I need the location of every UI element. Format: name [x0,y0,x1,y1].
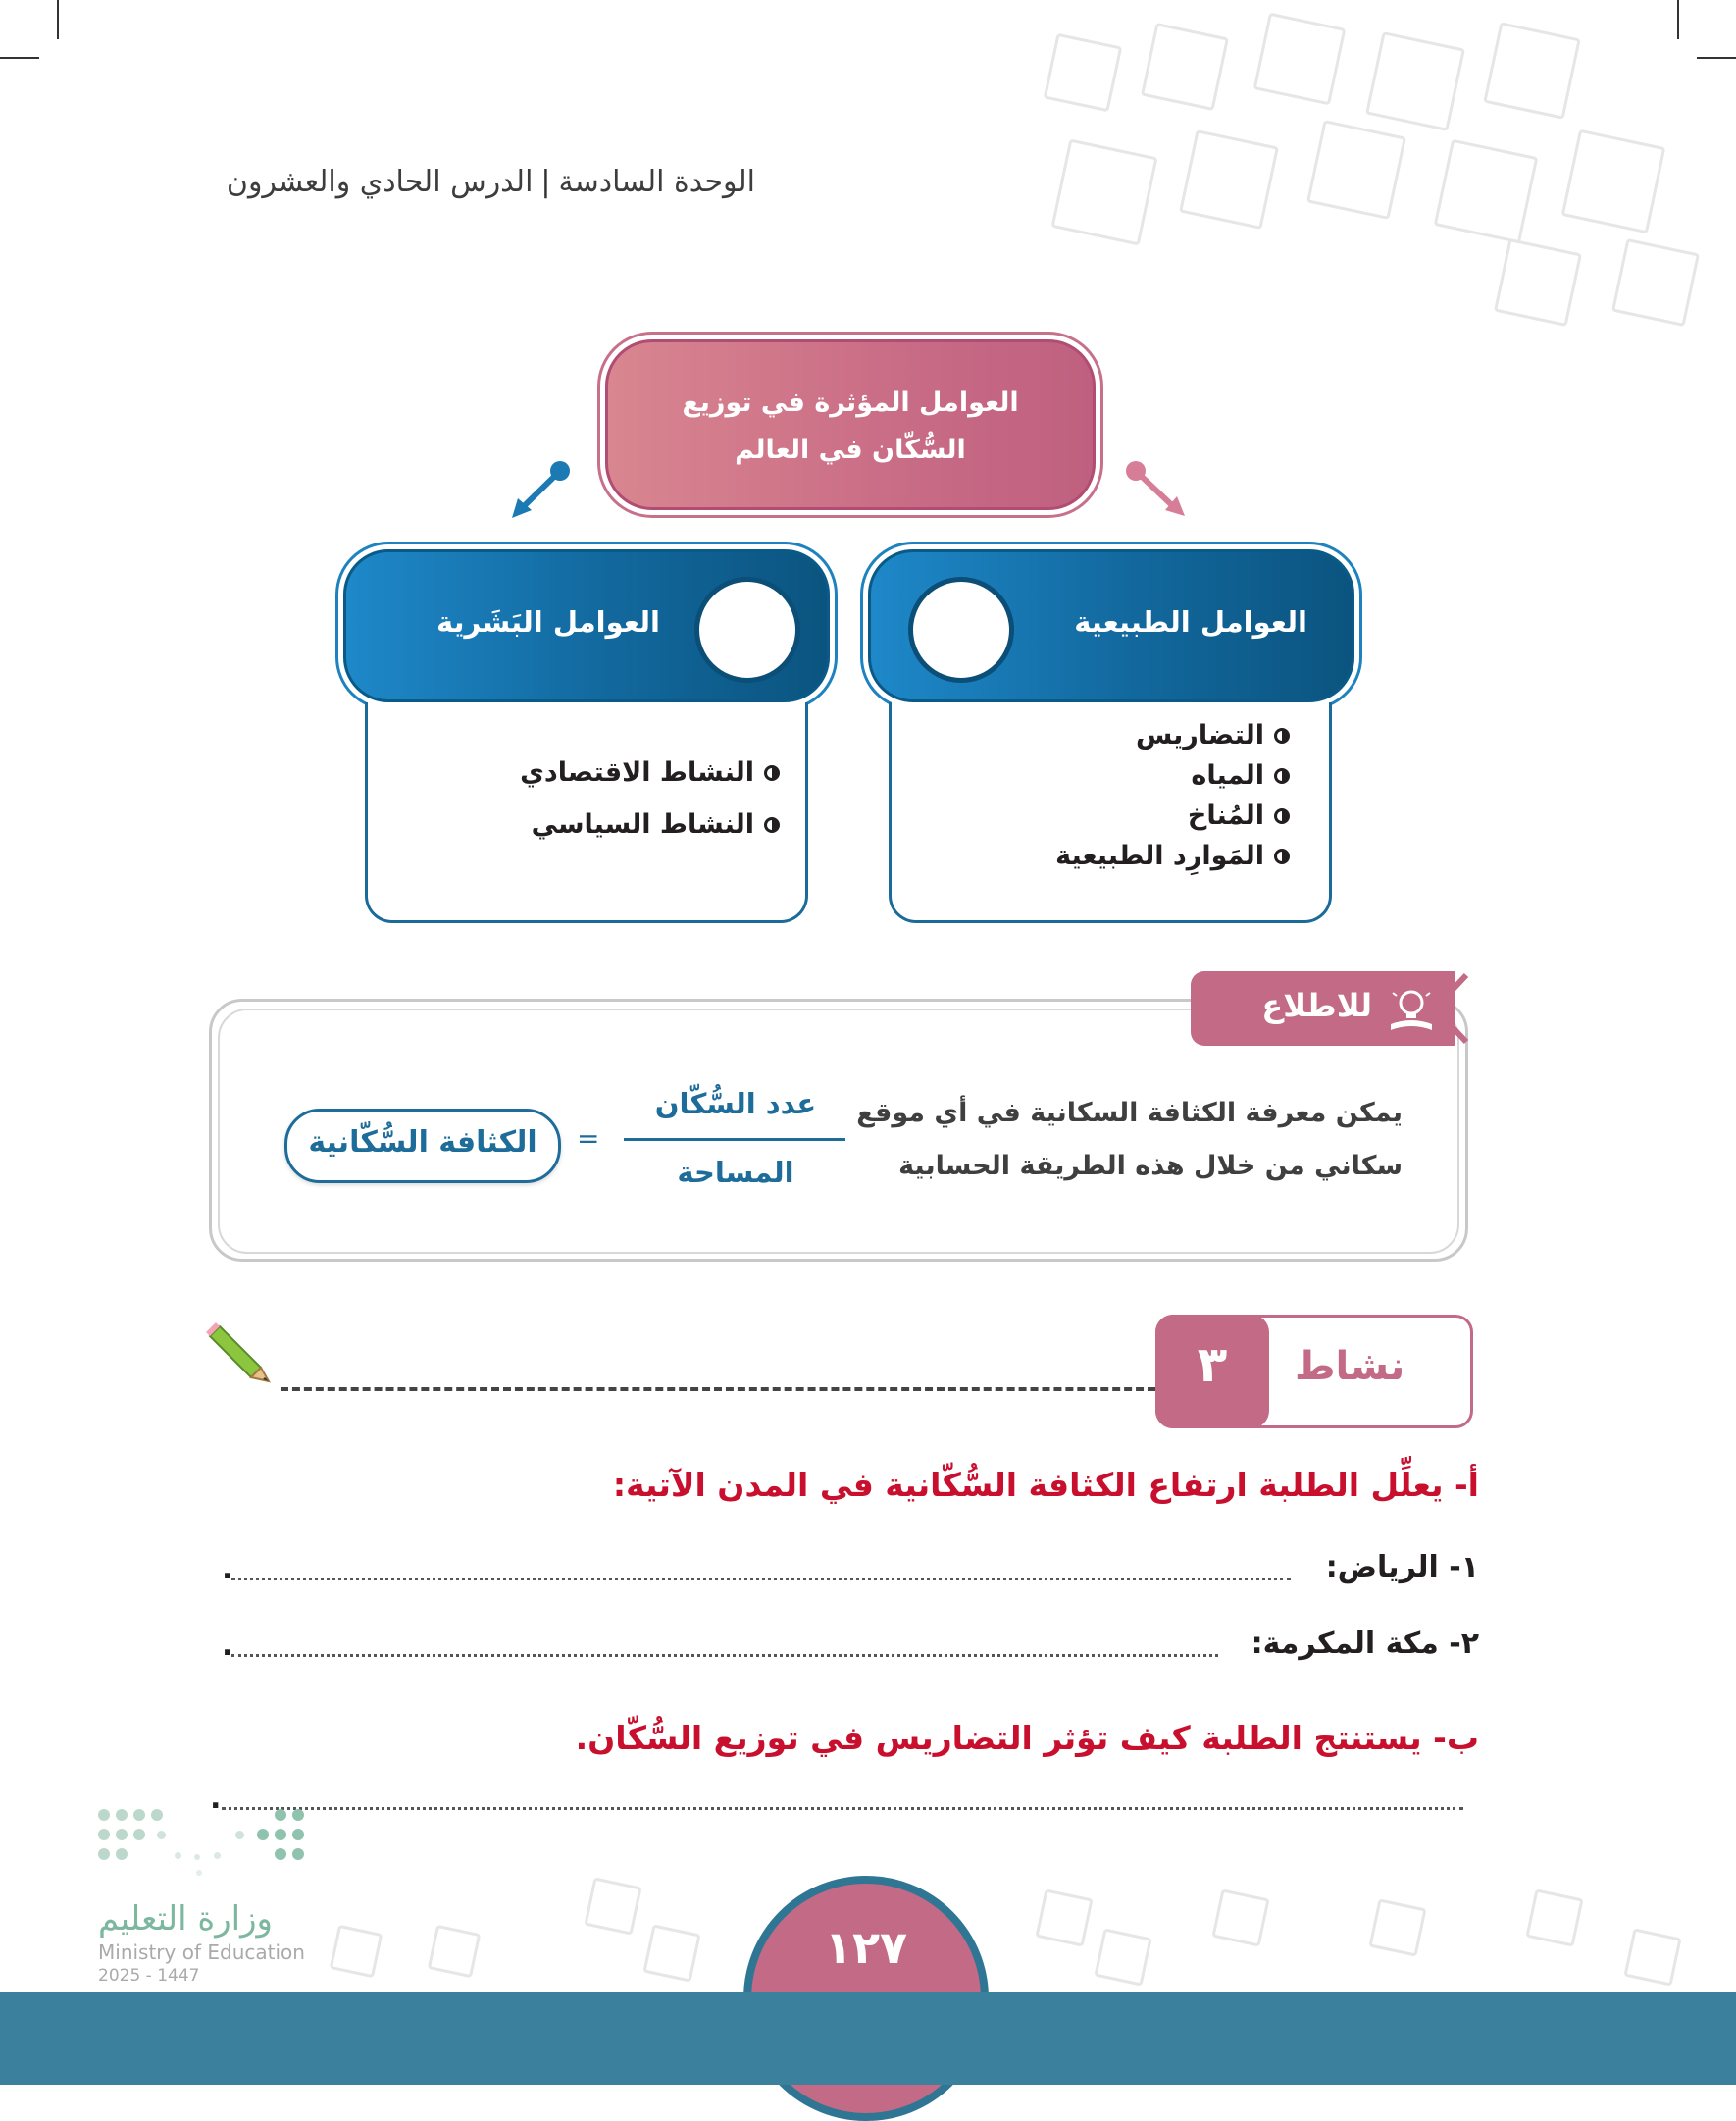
fraction-bar [624,1138,845,1141]
decorative-square [330,1925,383,1979]
equals-sign: = [577,1122,600,1155]
decorative-square [584,1877,641,1935]
list-item: النشاط السياسي [520,809,780,840]
header-separator: | [540,165,551,199]
natural-factors-header [868,549,1354,702]
activity-number: ٣ [1197,1336,1228,1393]
unit-title: الوحدة السادسة [558,165,755,199]
human-factors-list-box [365,702,808,923]
list-item: المياه [1055,760,1290,791]
page-header [206,165,755,199]
activity-number-box [1155,1315,1269,1428]
decorative-square [1365,31,1465,131]
decorative-square [1253,13,1347,106]
answer-line-end: . [222,1629,233,1663]
list-item: النشاط الاقتصادي [520,757,780,788]
natural-factors-title: العوامل الطبيعية [1074,605,1307,639]
main-title-line1: العوامل المؤثرة في توزيع [682,388,1019,418]
answer-line-1[interactable] [231,1578,1291,1580]
decorative-square [1494,238,1582,327]
ministry-logo-icon [98,1809,314,1888]
answer-item-1-label: ١- الرياض: [1325,1550,1479,1584]
ministry-year: 2025 - 1447 [98,1966,200,1986]
bullet-icon [764,817,780,833]
bullet-icon [1274,808,1290,824]
decorative-square [1561,129,1666,234]
decorative-square [1094,1928,1151,1986]
decorative-square [1623,1928,1681,1986]
decorative-square [1525,1888,1583,1946]
activity-label: نشاط [1295,1344,1405,1389]
list-item: المُناخ [1055,801,1290,831]
list-item: التضاريس [1055,720,1290,750]
info-text [814,1087,1403,1193]
header-circle [908,577,1014,683]
bullet-icon [764,765,780,781]
density-result-label: الكثافة السُّكّانية [308,1125,537,1160]
info-text-line1: يمكن معرفة الكثافة السكانية في أي موقع [856,1098,1403,1128]
pencil-icon [204,1322,271,1383]
bullet-icon [1274,768,1290,784]
fraction-numerator: عدد السُّكّان [654,1087,817,1120]
decorative-square [1306,120,1406,220]
main-title-line2: السُّكّان في العالم [735,435,966,465]
decorative-square [1141,23,1229,111]
decorative-square [1179,129,1279,230]
human-factors-title: العوامل البَشَرية [436,605,660,639]
crop-mark [1697,57,1736,59]
density-result-pill [284,1109,561,1183]
bullet-icon [1274,728,1290,744]
decorative-square [1368,1898,1426,1956]
info-text-line2: سكاني من خلال هذه الطريقة الحسابية [898,1151,1403,1181]
answer-item-2-label: ٢- مكة المكرمة: [1251,1627,1479,1661]
fraction-denominator: المساحة [677,1156,794,1189]
answer-line-2[interactable] [231,1654,1218,1657]
info-tag-label: للاطلاع [1261,987,1372,1024]
natural-factors-list-box [889,702,1332,923]
decorative-square [1211,1888,1269,1946]
decorative-square [1050,138,1157,245]
decorative-square [1434,139,1539,244]
page-number: ١٢٧ [824,1921,908,1974]
lesson-title: الدرس الحادي والعشرون [226,165,534,199]
dashed-divider [281,1387,1155,1391]
bullet-icon [1274,849,1290,864]
decorative-square [1035,1888,1093,1946]
decorative-square [1611,238,1700,327]
header-circle [694,577,800,683]
decorative-square [642,1924,700,1982]
decorative-square [1044,33,1123,113]
bottom-bar [0,1992,1736,2085]
decorative-square [428,1925,482,1979]
diagram-main-title-box [605,339,1096,510]
question-a: أ- يعلِّل الطلبة ارتفاع الكثافة السُّكّانية في المدن الآتية: [612,1466,1479,1504]
crop-mark [1677,0,1679,39]
arrow-left-icon [490,451,588,530]
question-b: ب- يستنتج الطلبة كيف تؤثر التضاريس في توزيع السُّكّان. [575,1719,1479,1757]
human-factors-header [343,549,830,702]
ministry-name-arabic: وزارة التعليم [98,1899,273,1939]
info-tag [1191,971,1455,1046]
chevron-left-icon [1427,971,1472,1046]
crop-mark [0,57,39,59]
ministry-name-english: Ministry of Education [98,1940,305,1964]
answer-line-b[interactable] [222,1807,1463,1810]
list-item: المَوارِد الطبيعية [1055,841,1290,871]
decorative-square [1483,22,1581,120]
crop-mark [57,0,59,39]
arrow-right-icon [1108,451,1206,530]
answer-line-end: . [210,1782,222,1816]
answer-line-end: . [222,1552,233,1586]
